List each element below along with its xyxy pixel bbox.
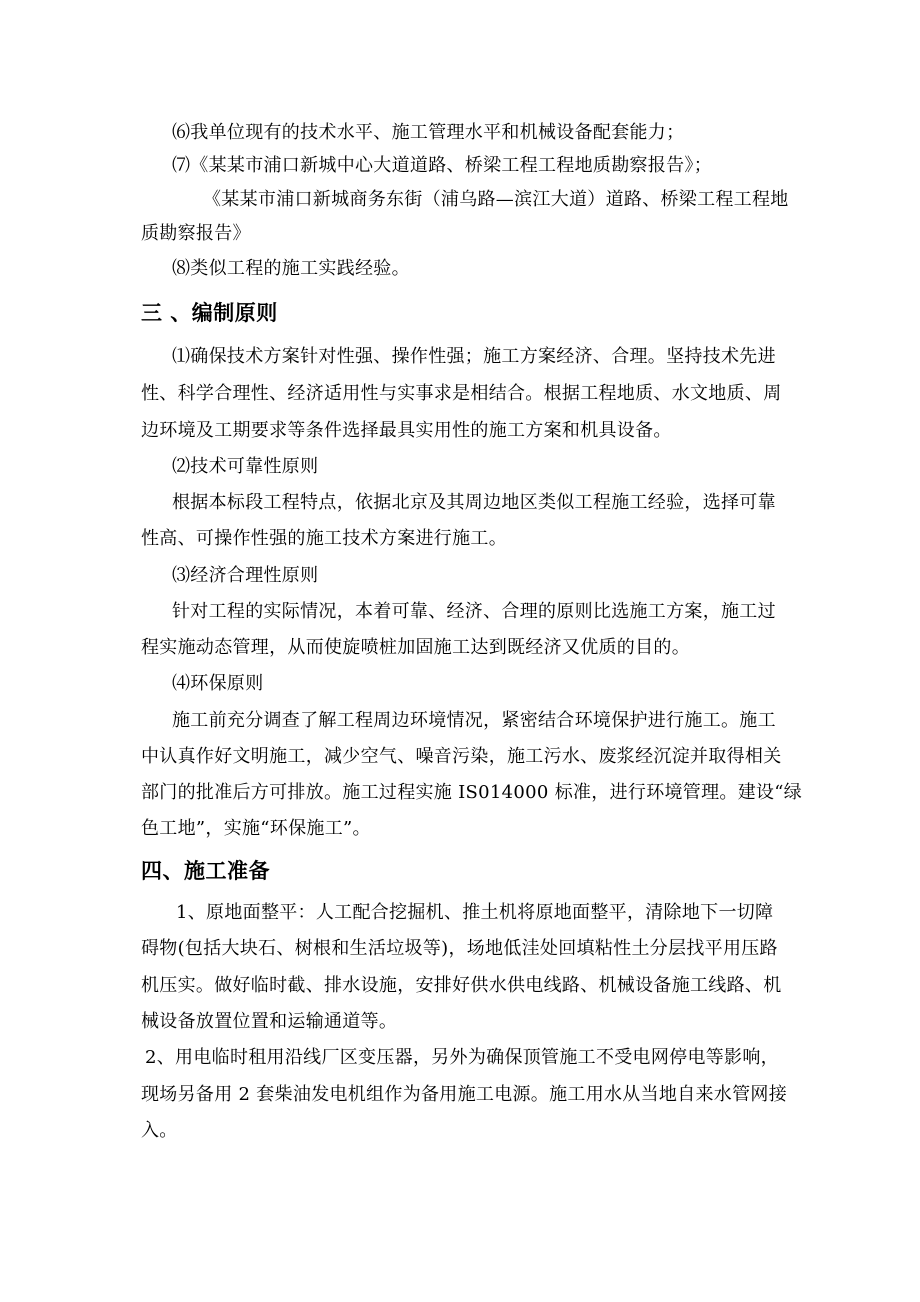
text-line: ⑺《某某市浦口新城中心大道道路、桥梁工程工程地质勘察报告》；	[172, 155, 712, 176]
text-line: 现场另备用 2 套柴油发电机组作为备用施工电源。施工用水从当地自来水管网接	[141, 1084, 787, 1105]
text-line: 程实施动态管理，从而使旋喷桩加固施工达到既经济又优质的目的。	[141, 637, 690, 658]
text-line: ⑴确保技术方案针对性强、操作性强；施工方案经济、合理。坚持技术先进	[172, 346, 776, 367]
text-line: 械设备放置位置和运输通道等。	[141, 1011, 398, 1032]
text-line: ⑷环保原则	[172, 673, 264, 694]
text-line: 中认真作好文明施工，减少空气、噪音污染，施工污水、废浆经沉淀并取得相关	[141, 746, 782, 767]
section-heading: 四、施工准备	[141, 859, 270, 883]
text-line: 边环境及工期要求等条件选择最具实用性的施工方案和机具设备。	[141, 420, 672, 441]
text-line: ⑻类似工程的施工实践经验。	[172, 258, 410, 279]
text-line: 色工地”，实施“环保施工”。	[141, 818, 371, 839]
text-line: 针对工程的实际情况，本着可靠、经济、合理的原则比选施工方案，施工过	[172, 601, 776, 622]
text-line: 2、用电临时租用沿线厂区变压器，另外为确保顶管施工不受电网停电等影响，	[145, 1047, 779, 1068]
text-line: 《某某市浦口新城商务东街（浦乌路—滨江大道）道路、桥梁工程工程地	[203, 189, 789, 210]
section-heading: 三 、编制原则	[141, 301, 278, 325]
text-line: ⑶经济合理性原则	[172, 565, 319, 586]
text-line: 碍物(包括大块石、树根和生活垃圾等)，场地低洼处回填粘性土分层找平用压路	[141, 938, 778, 959]
text-line: 施工前充分调查了解工程周边环境情况，紧密结合环境保护进行施工。施工	[172, 710, 776, 731]
text-line: ⑵技术可靠性原则	[172, 456, 319, 477]
text-line: 1、原地面整平：人工配合挖掘机、推土机将原地面整平，清除地下一切障	[176, 902, 774, 923]
text-line: 入。	[141, 1120, 178, 1141]
text-line: 根据本标段工程特点，依据北京及其周边地区类似工程施工经验，选择可靠	[172, 492, 776, 513]
text-line: ⑹我单位现有的技术水平、施工管理水平和机械设备配套能力；	[172, 122, 685, 143]
text-line: 机压实。做好临时截、排水设施，安排好供水供电线路、机械设备施工线路、机	[141, 975, 782, 996]
text-line: 质勘察报告》	[141, 223, 251, 244]
text-line: 部门的批准后方可排放。施工过程实施 IS014000 标准，进行环境管理。建设“绿	[141, 782, 803, 803]
text-line: 性、科学合理性、经济适用性与实事求是相结合。根据工程地质、水文地质、周	[141, 383, 782, 404]
text-line: 性高、可操作性强的施工技术方案进行施工。	[141, 528, 507, 549]
